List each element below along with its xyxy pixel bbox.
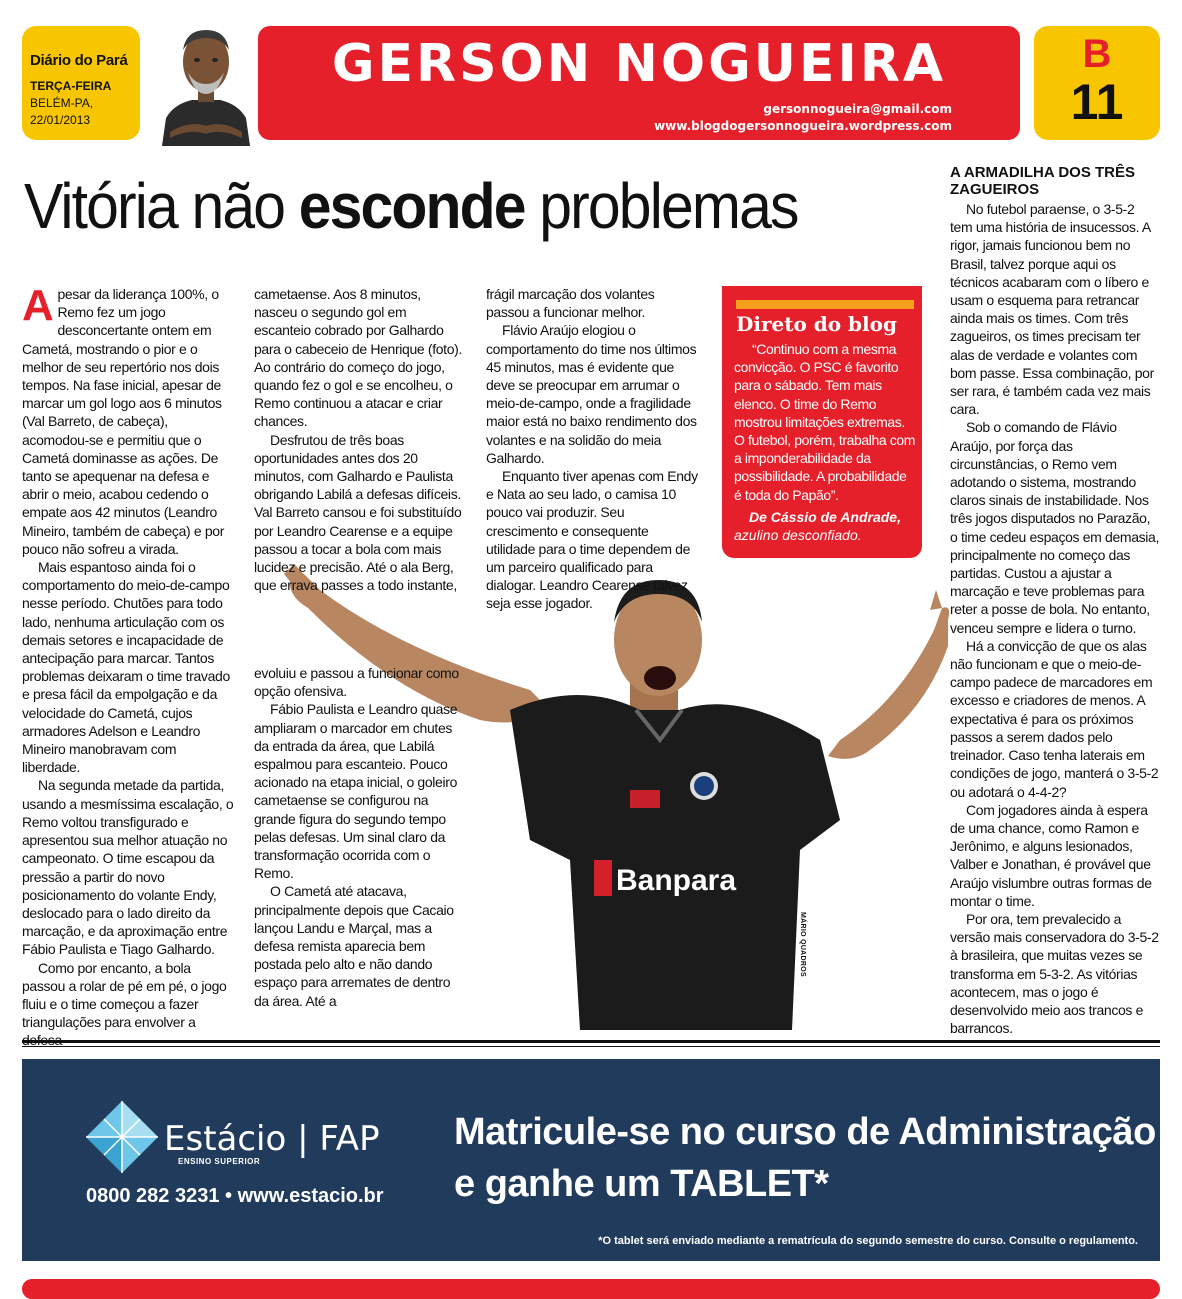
page-number-box xyxy=(1034,26,1160,140)
headline-bold: esconde xyxy=(298,170,525,242)
article-column-2-top xyxy=(254,285,466,594)
blog-box-title: Direto do blog xyxy=(736,312,897,336)
estacio-logo-icon xyxy=(84,1099,160,1175)
photo-credit: MÁRIO QUADROS xyxy=(799,912,806,977)
article-paragraph: Flávio Araújo elogiou o comportamento do time nos últimos 45 minutos, mas é evidente que deve se preocupar em arrumar o meio-de-campo, onde a fragilidade maior está no baixo rendimento dos volantes e na solidão do meia Galhardo. xyxy=(486,322,697,466)
columnist-email[interactable]: gersonnogueira@gmail.com xyxy=(763,102,952,116)
article-paragraph: cametaense. Aos 8 minutos, nasceu o segundo gol em escanteio cobrado por Galhardo para o cabeceio de Henrique (foto). Ao contrário do começo do jogo, quando fez o gol e se encolheu, o Remo continuou a atacar e criar chances. xyxy=(254,286,462,430)
page-number: 11 xyxy=(1070,74,1124,130)
sidebar-paragraph: Sob o comando de Flávio Araújo, por força das circunstâncias, o Remo vem adotando o sistema, mostrando claros sinais de instabilidade. Nos três jogos disputados no Parazão, o time cedeu espaços em demasia, principalmente no começo das partidas. Custou a ajustar a marcação e teve problemas para reter a posse de bola. No entanto, venceu sempre e lidera o turno. xyxy=(950,419,1160,636)
blog-quote: “Continuo com a mesma convicção. O PSC é favorito para o sábado. Tem mais elenco. O time do Remo mostrou limitações extremas. O futebol, porém, trabalha com a imponderabilidade da possibilidade. A probabilidade é toda do Papão”. xyxy=(734,341,915,503)
advertisement-banner[interactable] xyxy=(22,1059,1160,1261)
divider xyxy=(22,1046,1160,1047)
article-column-1 xyxy=(22,281,234,1050)
blog-quote-author xyxy=(734,508,916,544)
blog-box-accent-bar xyxy=(736,300,914,309)
sidebar-paragraph: Há a convicção de que os alas não funcionam e que o meio-de-campo padece de marcadores em excesso e criadores de menos. A expectativa é para os próximos passos a serem dados pelo treinador. Caso tenha laterais em condições de jogo, manterá o 3-5-2 ou adotará o 4-4-2? xyxy=(950,637,1159,800)
newspaper-name: Diário do Pará xyxy=(30,52,128,69)
sidebar-paragraph: Com jogadores ainda à espera de uma chance, como Ramon e Jerônimo, e alguns lesionados, Valber e Jonathan, é provável que Araújo vislumbre outras formas de montar o time. xyxy=(950,801,1152,909)
footer-bar xyxy=(22,1279,1160,1299)
shirt-sponsor: Banpara xyxy=(616,864,737,897)
divider xyxy=(22,1040,1160,1043)
article-paragraph: Desfrutou de três boas oportunidades antes dos 20 minutos, com Galhardo e Paulista obrigando Labilá a defesas difíceis. Val Barreto cansou e foi substituído por Leandro Cearense e a equipe passou a tocar a bola com mais lucidez e precisão. Até o ala Berg, que errava passes a todo instante, xyxy=(254,431,462,594)
article-paragraph: frágil marcação dos volantes passou a funcionar melhor. xyxy=(486,286,655,321)
headline-part1: Vitória não xyxy=(24,170,299,242)
columnist-banner xyxy=(258,26,1020,140)
article-paragraph: Na segunda metade da partida, usando a mesmíssima escalação, o Remo voltou transfigurado e apresentou sua melhor atuação no campeonato. O time escapou da pressão a partir do novo posicionamento do volante Endy, deslocado para o lado direito da marcação, e da aproximação entre Fábio Paulista e Tiago Galhardo. xyxy=(22,777,234,958)
article-paragraph: Enquanto tiver apenas com Endy e Nata ao seu lado, o camisa 10 pouco vai produzir. Seu crescimento e consequente utilidade para o time dependem de um parceiro qualificado para dialogar. Leandro Cearense talvez seja esse jogador. xyxy=(486,468,698,612)
columnist-blog-url[interactable]: www.blogdogersonnogueira.wordpress.com xyxy=(654,119,952,133)
blog-author-desc: azulino desconfiado. xyxy=(734,527,862,543)
sidebar-paragraph: No futebol paraense, o 3-5-2 tem uma história de insucessos. A rigor, jamais funcionou bem no Brasil, talvez porque aqui os técnicos acabaram com o líbero e usam o esquema para retrancar ainda mais os times. Com três zagueiros, os times precisam ter alas de verdade e volantes com bom passe. Essa combinação, por ser rara, é também cada vez mais cara. xyxy=(950,201,1154,418)
ad-footnote: *O tablet será enviado mediante a rematrícula do segundo semestre do curso. Consulte o regulamento. xyxy=(598,1235,1138,1247)
article-column-2-bottom xyxy=(254,664,466,1010)
article-paragraph: O Cametá até atacava, principalmente depois que Cacaio lançou Landu e Marçal, mas a defesa remista aparecia bem postada pelo alto e não dando espaço para arremates de dentro da área. Até a xyxy=(254,883,454,1009)
article-paragraph: Como por encanto, a bola passou a rolar de pé em pé, o jogo fluiu e o time começou a fazer triangulações para envolver a xyxy=(22,959,227,1031)
ad-contact[interactable]: 0800 282 3231 • www.estacio.br xyxy=(86,1185,384,1207)
headline-part2: problemas xyxy=(524,170,798,242)
sidebar-title: A ARMADILHA DOS TRÊS ZAGUEIROS xyxy=(950,164,1135,198)
columnist-name: GERSON NOGUEIRA xyxy=(331,34,947,94)
headline xyxy=(24,166,870,246)
edition-day: TERÇA-FEIRA xyxy=(30,79,112,93)
sidebar-paragraph: Por ora, tem prevalecido a versão mais conservadora do 3-5-2 à brasileira, que muitas vezes se transforma em 5-3-2. As vitórias acontecem, mas o jogo é desenvolvido meio aos trancos e barrancos. xyxy=(950,910,1159,1037)
edition-date: 22/01/2013 xyxy=(30,113,91,127)
article-paragraph: Apesar da liderança 100%, o Remo fez um jogo desconcertante ontem em Cametá, mostrando o pior e o melhor de seu repertório nos dois tempos. Na fase inicial, apesar de marcar um gol logo aos 6 minutos (Val Barreto, de cabeça), acomodou-se e permitiu que o Cametá dominasse as ações. De tanto se apequenar na defesa e abrir o meio, acabou cedendo o empate aos 42 minutos (Leandro Mineiro, também de cabeça) e por pouco não sofreu a virada. xyxy=(22,281,225,557)
ad-brand: Estácio | FAP xyxy=(164,1119,380,1159)
article-paragraph: Mais espantoso ainda foi o comportamento do meio-de-campo nesse período. Chutões para todo lado, nenhuma articulação com os demais setores e incapacidade de antecipação para marcar. Tantos problemas deixaram o time travado e presa fácil da empolgação e da velocidade do Cametá, cujos armadores Adelson e Leandro Mineiro manobravam com liberdade. xyxy=(22,559,230,776)
columnist-photo xyxy=(160,22,252,146)
blog-author-name: De Cássio de Andrade, xyxy=(749,509,901,525)
article-column-3 xyxy=(486,285,698,613)
drop-cap: A xyxy=(22,281,54,330)
ad-message-line2: e ganhe um TABLET* xyxy=(454,1163,829,1205)
edition-info-box xyxy=(22,26,140,140)
sidebar-column xyxy=(950,200,1160,1037)
article-paragraph: evoluiu e passou a funcionar como opção ofensiva. xyxy=(254,665,459,700)
article-paragraph: Fábio Paulista e Leandro quase ampliaram o marcador em chutes da entrada da área, que Labilá espalmou para escanteio. Pouco acionado na etapa inicial, o goleiro cametaense se configurou na grande figura do segundo tempo pelas defesas. Um sinal claro da transformação ocorrida com o Remo. xyxy=(254,701,458,882)
edition-city: BELÉM-PA, xyxy=(30,96,94,110)
section-letter: B xyxy=(1082,32,1112,76)
ad-brand-sub: ENSINO SUPERIOR xyxy=(178,1157,261,1166)
ad-message-line1: Matricule-se no curso de Administração xyxy=(454,1111,1156,1153)
blog-quote-box xyxy=(722,286,922,558)
